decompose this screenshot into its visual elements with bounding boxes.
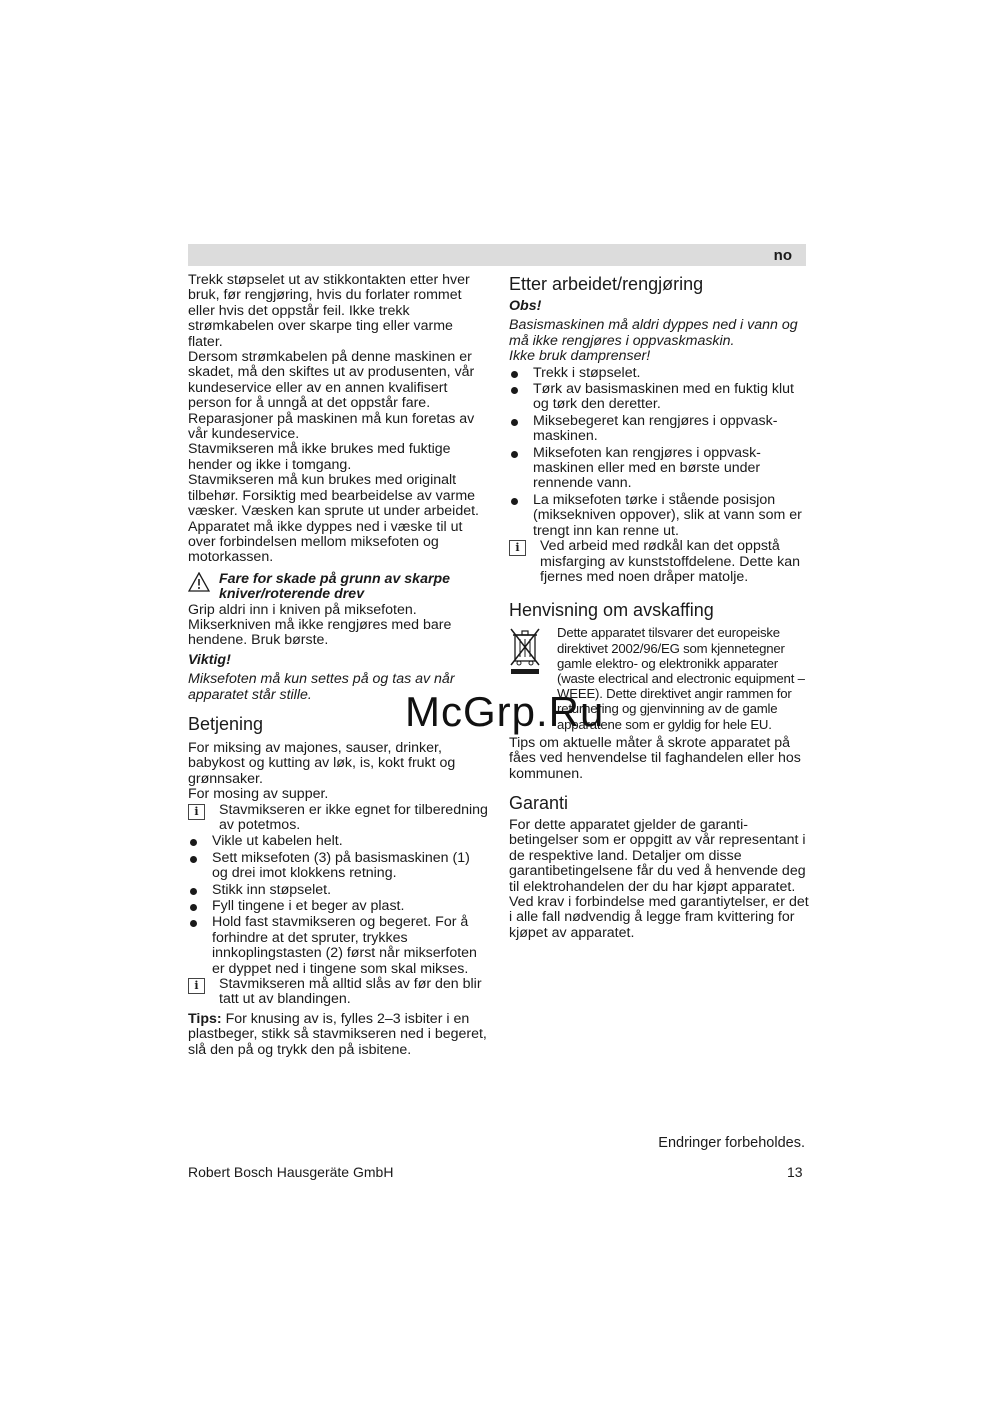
warning-triangle-icon — [188, 572, 210, 596]
garanti-text: For dette apparatet gjelder de garanti-betingelser som er oppgitt av vår representant i de respektive land. Detaljer om disse garantibetingelsene får du ved å henvende deg til elektrohandelen der du har kjøpt apparatet. Ved krav i forbindelse med garantiytelser, er det i alle fall nødvendig å legge fram kvittering for kjøpet av apparatet. — [509, 816, 809, 941]
section-title-betjening: Betjening — [188, 713, 264, 734]
info-icon: i — [188, 804, 205, 820]
obs-text: Basismaskinen må aldri dyppes ned i vann og må ikke rengjøres i oppvaskmaskin. — [509, 317, 798, 349]
warning-block — [188, 572, 488, 603]
list-item: Miksefoten kan rengjøres i oppvask-maskinen eller med en børste under rennende vann. — [509, 446, 809, 492]
list-item: Sett miksefoten (3) på basismaskinen (1) og drei imot klokkens retning. — [188, 851, 488, 882]
info-text: Ved arbeid med rødkål kan det oppstå misfarging av kunststoffdelene. Dette kan fjernes med noen dråper matolje. — [540, 538, 800, 585]
section-title-rengjoring: Etter arbeidet/rengjøring — [509, 274, 704, 294]
language-code: no — [773, 247, 792, 264]
list-item: Miksebegeret kan rengjøres i oppvask-maskinen. — [509, 414, 809, 445]
cleaning-steps-list — [509, 366, 809, 539]
obs-text-2: Ikke bruk damprenser! — [509, 348, 651, 365]
info-note — [188, 803, 488, 834]
obs-label: Obs! — [509, 298, 542, 314]
list-item: Vikle ut kabelen helt. — [188, 834, 488, 849]
tips-paragraph — [188, 1012, 488, 1058]
important-text: Miksefoten må kun settes på og tas av når apparatet står stille. — [188, 671, 455, 703]
section-title-avskaffing: Henvisning om avskaffing — [509, 600, 714, 621]
list-item: Stikk inn støpselet. — [188, 883, 488, 898]
tips-text: For knusing av is, fylles 2–3 isbiter i en plastbeger, stikk så stavmikseren ned i begeret, slå den på og trykk den på isbitene. — [188, 1010, 487, 1058]
list-item: La miksefoten tørke i stående posisjon (miksekniven oppover), slik at vann som er trengt inn kan renne ut. — [509, 493, 809, 539]
usage-text-2: For mosing av supper. — [188, 786, 329, 803]
right-column — [509, 273, 809, 941]
warning-title: Fare for skade på grunn av skarpe kniver/roterende drev — [219, 570, 451, 603]
list-item: Fyll tingene i et beger av plast. — [188, 899, 488, 914]
safety-paragraph: Apparatet må ikke dyppes ned i væske til ut over forbindelsen mellom miksefoten og motorkassen. — [188, 518, 463, 566]
list-item: Tørk av basismaskinen med en fuktig klut og tørk den deretter. — [509, 382, 809, 413]
watermark: McGrp.Ru — [405, 688, 605, 735]
tips-label: Tips: — [188, 1010, 222, 1027]
usage-text: For miksing av majones, sauser, drinker, babykost og kutting av løk, is, kokt frukt og grønnsaker. — [188, 739, 456, 787]
info-note — [509, 539, 809, 585]
info-text: Stavmikseren må alltid slås av før den blir tatt ut av blandingen. — [219, 976, 482, 1008]
weee-tips: Tips om aktuelle måter å skrote apparatet på fåes ved henvendelse til faghandelen eller hos kommunen. — [509, 734, 801, 782]
crossed-out-bin-icon — [509, 627, 541, 679]
section-title-garanti: Garanti — [509, 792, 569, 813]
info-icon: i — [509, 540, 526, 556]
info-icon: i — [188, 978, 205, 994]
list-item: Hold fast stavmikseren og begeret. For å forhindre at det spruter, trykkes innkoplingstasten (2) først når mikserfoten er dyppet ned i tingene som skal mikses. — [188, 915, 488, 977]
header-bar — [188, 244, 806, 266]
footer-company: Robert Bosch Hausgeräte GmbH — [188, 1164, 394, 1180]
page-number: 13 — [787, 1164, 803, 1180]
footer-note: Endringer forbeholdes. — [658, 1135, 805, 1151]
list-item: Trekk i støpselet. — [509, 366, 809, 381]
warning-text: Grip aldri inn i kniven på miksefoten. Mikserkniven må ikke rengjøres med bare hendene. Bruk børste. — [188, 601, 452, 649]
usage-steps-list — [188, 834, 488, 977]
info-note — [188, 977, 488, 1008]
safety-paragraph: Dersom strømkabelen på denne maskinen er skadet, må den skiftes ut av produsenten, vår kundeservice eller av en annen kvalifisert person for å unngå at det oppstår fare. — [188, 349, 475, 412]
left-column — [188, 273, 488, 1058]
safety-paragraph: Stavmikseren må kun brukes med originalt tilbehør. Forsiktig med bearbeidelse av varme væsker. Væsken kan sprute ut under arbeidet. — [188, 472, 480, 520]
weee-text: Dette apparatet tilsvarer det europeiske direktivet 2002/96/EG som kjennetegner gamle elektro- og elektronikk apparater (waste electrical and electronic equipment – WEEE). Dette direktivet angir rammen for returnering og gjenvinning av de gamle apparatene som er gyldig for hele EU. — [557, 625, 805, 732]
safety-paragraph: Reparasjoner på maskinen må kun foretas av vår kundeservice. — [188, 410, 475, 443]
safety-paragraph: Stavmikseren må ikke brukes med fuktige hender og ikke i tomgang. — [188, 441, 451, 473]
important-label: Viktig! — [188, 651, 231, 668]
info-text: Stavmikseren er ikke egnet for tilberedning av potetmos. — [219, 801, 488, 833]
safety-paragraph: Trekk støpselet ut av stikkontakten etter hver bruk, før rengjøring, hvis du forlater rommet eller hvis det oppstår feil. Ikke trekk strømkabelen over skarpe ting eller varme flater. — [188, 272, 470, 350]
